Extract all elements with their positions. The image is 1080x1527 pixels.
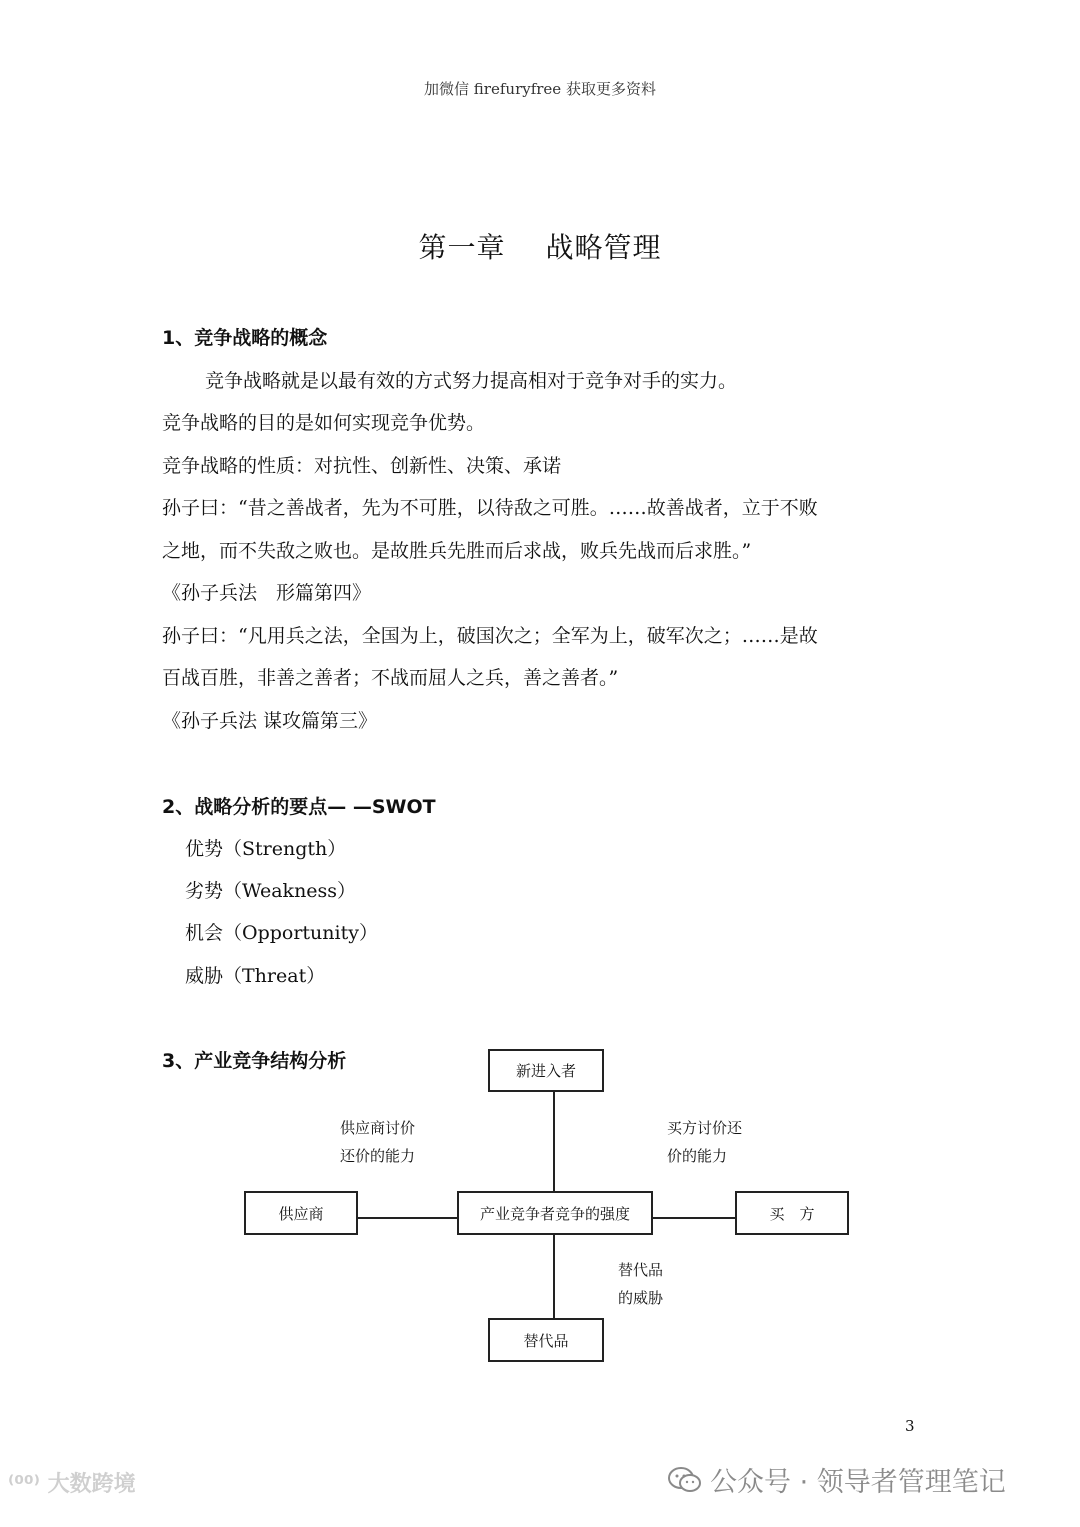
buyer-power-label-line: 价的能力 xyxy=(667,1147,728,1165)
substitute-threat-label-line: 的威胁 xyxy=(618,1289,664,1307)
suppliers-box: 供应商 xyxy=(244,1191,358,1235)
substitutes-box: 替代品 xyxy=(488,1318,604,1362)
section-1-heading: 1、竞争战略的概念 xyxy=(162,327,328,349)
supplier-power-label-line: 供应商讨价 xyxy=(340,1119,416,1137)
buyer-power-label-line: 买方讨价还 xyxy=(667,1119,743,1137)
paragraph-line: 孙子曰：“昔之善战者，先为不可胜，以待敌之可胜。……故善战者，立于不败 xyxy=(162,497,818,519)
paragraph-line: 之地，而不失敌之败也。是故胜兵先胜而后求战，败兵先战而后求胜。” xyxy=(162,540,752,562)
page-number: 3 xyxy=(905,1417,915,1435)
buyer-power-label xyxy=(667,1114,742,1170)
chapter-title xyxy=(0,226,1080,266)
supplier-power-label xyxy=(340,1114,415,1170)
new-entrants-box: 新进入者 xyxy=(488,1049,604,1092)
header-note: 加微信 firefuryfree 获取更多资料 xyxy=(424,80,656,98)
connector-top xyxy=(553,1091,555,1191)
paragraph-line: 百战百胜，非善之善者；不战而屈人之兵，善之善者。” xyxy=(162,667,619,689)
connector-bottom xyxy=(553,1233,555,1319)
buyers-box: 买 方 xyxy=(735,1191,849,1235)
swot-item-strength: 优势（Strength） xyxy=(185,838,347,860)
connector-right xyxy=(652,1217,736,1219)
chapter-name: 战略管理 xyxy=(545,231,662,264)
supplier-power-label-line: 还价的能力 xyxy=(340,1147,416,1165)
section-2-heading: 2、战略分析的要点— —SWOT xyxy=(162,796,436,818)
substitute-threat-label-line: 替代品 xyxy=(618,1261,664,1279)
paragraph-line: 孙子曰：“凡用兵之法，全国为上，破国次之；全军为上，破军次之；……是故 xyxy=(162,625,818,647)
paragraph-line: 竞争战略就是以最有效的方式努力提高相对于竞争对手的实力。 xyxy=(205,370,738,392)
watermark-right xyxy=(668,1460,1006,1499)
swot-item-threat: 威胁（Threat） xyxy=(185,965,326,987)
citation-line: 《孙子兵法 谋攻篇第三》 xyxy=(162,710,378,732)
citation-line: 《孙子兵法 形篇第四》 xyxy=(162,582,372,604)
paragraph-line: 竞争战略的目的是如何实现竞争优势。 xyxy=(162,412,486,434)
watermark-left-text: 大数跨境 xyxy=(47,1472,136,1497)
substitute-threat-label xyxy=(618,1256,663,1312)
rivalry-box: 产业竞争者竞争的强度 xyxy=(457,1191,653,1235)
swot-item-opportunity: 机会（Opportunity） xyxy=(185,922,378,944)
watermark-right-text: 公众号 · 领导者管理笔记 xyxy=(710,1467,1006,1498)
wechat-icon xyxy=(668,1466,702,1494)
watermark-left xyxy=(8,1467,136,1498)
section-3-heading: 3、产业竞争结构分析 xyxy=(162,1050,347,1072)
paragraph-line: 竞争战略的性质：对抗性、创新性、决策、承诺 xyxy=(162,455,562,477)
connector-left xyxy=(357,1217,458,1219)
watermark-logo-icon: ⁽⁰⁰⁾ xyxy=(8,1472,40,1497)
swot-item-weakness: 劣势（Weakness） xyxy=(185,880,357,902)
chapter-number: 第一章 xyxy=(418,231,506,264)
